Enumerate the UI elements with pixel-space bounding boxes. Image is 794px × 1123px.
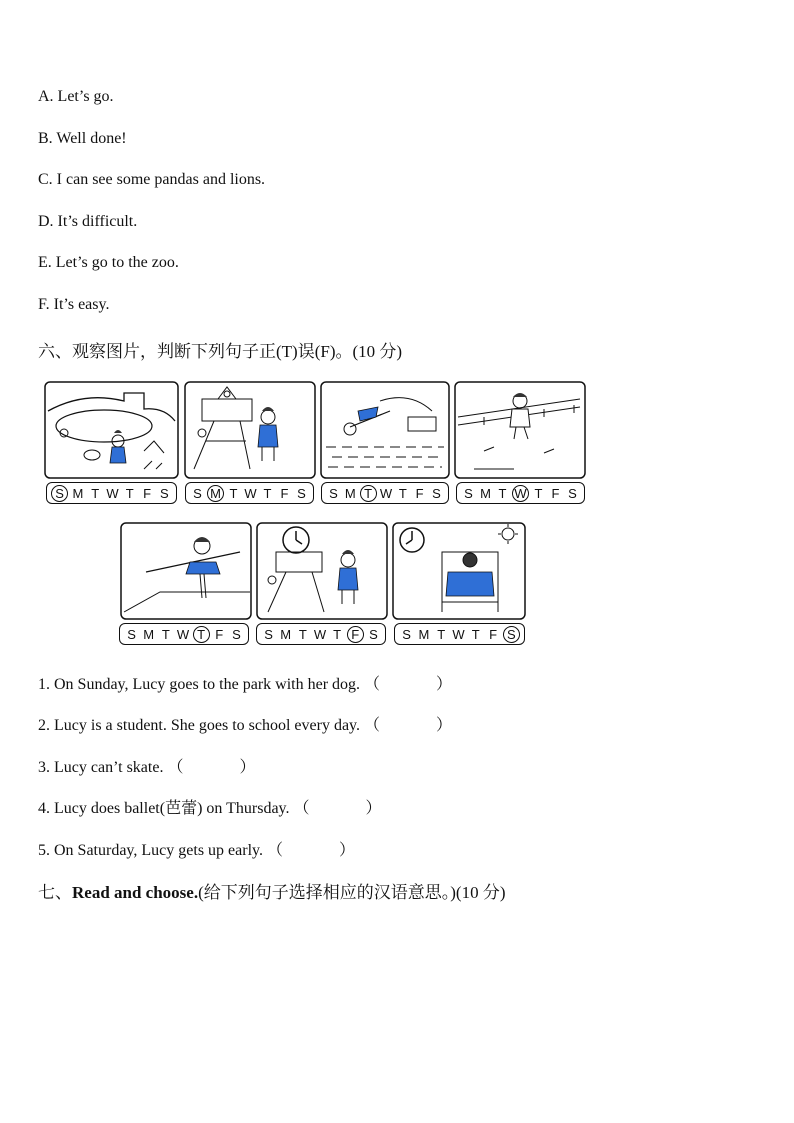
section-6-heading: 六、观察图片，判断下列句子正(T)误(F)。(10 分) xyxy=(38,342,403,361)
day-letter: F xyxy=(215,626,224,642)
day-letter: M xyxy=(207,485,224,502)
section-7-instruction: (给下列句子选择相应的汉语意思。)(10 分) xyxy=(198,883,506,902)
picture-ballet xyxy=(120,522,252,620)
day-letter: S xyxy=(432,485,441,501)
day-letter: S xyxy=(232,626,241,642)
day-letter: F xyxy=(551,485,560,501)
weekday-strip-2 xyxy=(185,482,314,504)
day-letter: T xyxy=(534,485,543,501)
day-letter: S xyxy=(297,485,306,501)
day-letter: S xyxy=(503,626,520,643)
day-letter: S xyxy=(464,485,473,501)
day-letter: F xyxy=(415,485,424,501)
picture-school xyxy=(184,381,316,479)
day-letter: M xyxy=(280,626,292,642)
day-letter: W xyxy=(512,485,529,502)
day-letter: T xyxy=(125,485,134,501)
weekday-strip-3 xyxy=(321,482,449,504)
day-letter: W xyxy=(452,626,465,642)
day-letter: T xyxy=(471,626,480,642)
day-letter: S xyxy=(159,485,169,501)
answer-open-paren: （ xyxy=(293,800,310,817)
day-letter: F xyxy=(347,626,364,643)
weekday-strip-1 xyxy=(46,482,177,504)
day-letter: T xyxy=(161,626,170,642)
day-letter: S xyxy=(568,485,577,501)
day-letter: W xyxy=(313,626,327,642)
day-letter: M xyxy=(143,626,155,642)
question-5 xyxy=(38,837,355,860)
section-7-heading xyxy=(38,878,506,903)
option-e: E. Let’s go to the zoo. xyxy=(38,254,179,271)
question-text: 3. Lucy can’t skate. xyxy=(38,759,164,776)
day-letter: S xyxy=(51,485,68,502)
day-letter: S xyxy=(264,626,273,642)
section-7-title: Read and choose. xyxy=(72,883,199,902)
day-letter: F xyxy=(280,485,289,501)
day-letter: T xyxy=(333,626,342,642)
day-letter: W xyxy=(106,485,119,501)
day-letter: T xyxy=(193,626,210,643)
question-text: 1. On Sunday, Lucy goes to the park with her dog. xyxy=(38,676,361,693)
picture-swimming xyxy=(320,381,450,479)
day-letter: S xyxy=(329,485,338,501)
answer-close-paren: ） xyxy=(436,676,453,693)
answer-open-paren: （ xyxy=(364,717,381,734)
day-letter: M xyxy=(344,485,356,501)
option-a: A. Let’s go. xyxy=(38,88,114,105)
weekday-strip-7 xyxy=(394,623,525,645)
day-letter: M xyxy=(418,626,430,642)
day-letter: T xyxy=(498,485,507,501)
day-letter: W xyxy=(379,485,393,501)
question-text: 4. Lucy does ballet(芭蕾) on Thursday. xyxy=(38,800,290,817)
day-letter: S xyxy=(402,626,411,642)
answer-open-paren: （ xyxy=(167,759,184,776)
day-letter: S xyxy=(369,626,378,642)
question-1 xyxy=(38,671,452,694)
day-letter: W xyxy=(244,485,257,501)
day-letter: M xyxy=(72,485,84,501)
day-letter: T xyxy=(229,485,238,501)
question-3 xyxy=(38,754,255,777)
question-text: 5. On Saturday, Lucy gets up early. xyxy=(38,842,263,859)
weekday-strip-5 xyxy=(119,623,249,645)
day-letter: T xyxy=(360,485,377,502)
question-4 xyxy=(38,795,382,818)
day-letter: S xyxy=(193,485,202,501)
question-2 xyxy=(38,712,452,735)
day-letter: T xyxy=(298,626,307,642)
section-7-prefix: 七、 xyxy=(38,883,72,902)
picture-sleeping xyxy=(392,522,526,620)
picture-park-dog xyxy=(44,381,179,479)
option-d: D. It’s difficult. xyxy=(38,213,138,230)
day-letter: T xyxy=(263,485,272,501)
picture-skating xyxy=(454,381,586,479)
day-letter: S xyxy=(127,626,136,642)
day-letter: W xyxy=(176,626,190,642)
weekday-strip-4 xyxy=(456,482,585,504)
day-letter: T xyxy=(437,626,446,642)
answer-close-paren: ） xyxy=(239,759,256,776)
day-letter: T xyxy=(398,485,407,501)
answer-close-paren: ） xyxy=(365,800,382,817)
answer-open-paren: （ xyxy=(364,676,381,693)
day-letter: F xyxy=(489,626,498,642)
day-letter: M xyxy=(480,485,491,501)
day-letter: T xyxy=(91,485,100,501)
answer-close-paren: ） xyxy=(339,842,356,859)
answer-open-paren: （ xyxy=(266,842,283,859)
answer-close-paren: ） xyxy=(436,717,453,734)
question-text: 2. Lucy is a student. She goes to school every day. xyxy=(38,717,361,734)
option-b: B. Well done! xyxy=(38,130,127,147)
option-f: F. It’s easy. xyxy=(38,296,110,313)
weekday-strip-6 xyxy=(256,623,386,645)
picture-school-clock xyxy=(256,522,388,620)
day-letter: F xyxy=(143,485,152,501)
option-c: C. I can see some pandas and lions. xyxy=(38,171,266,188)
